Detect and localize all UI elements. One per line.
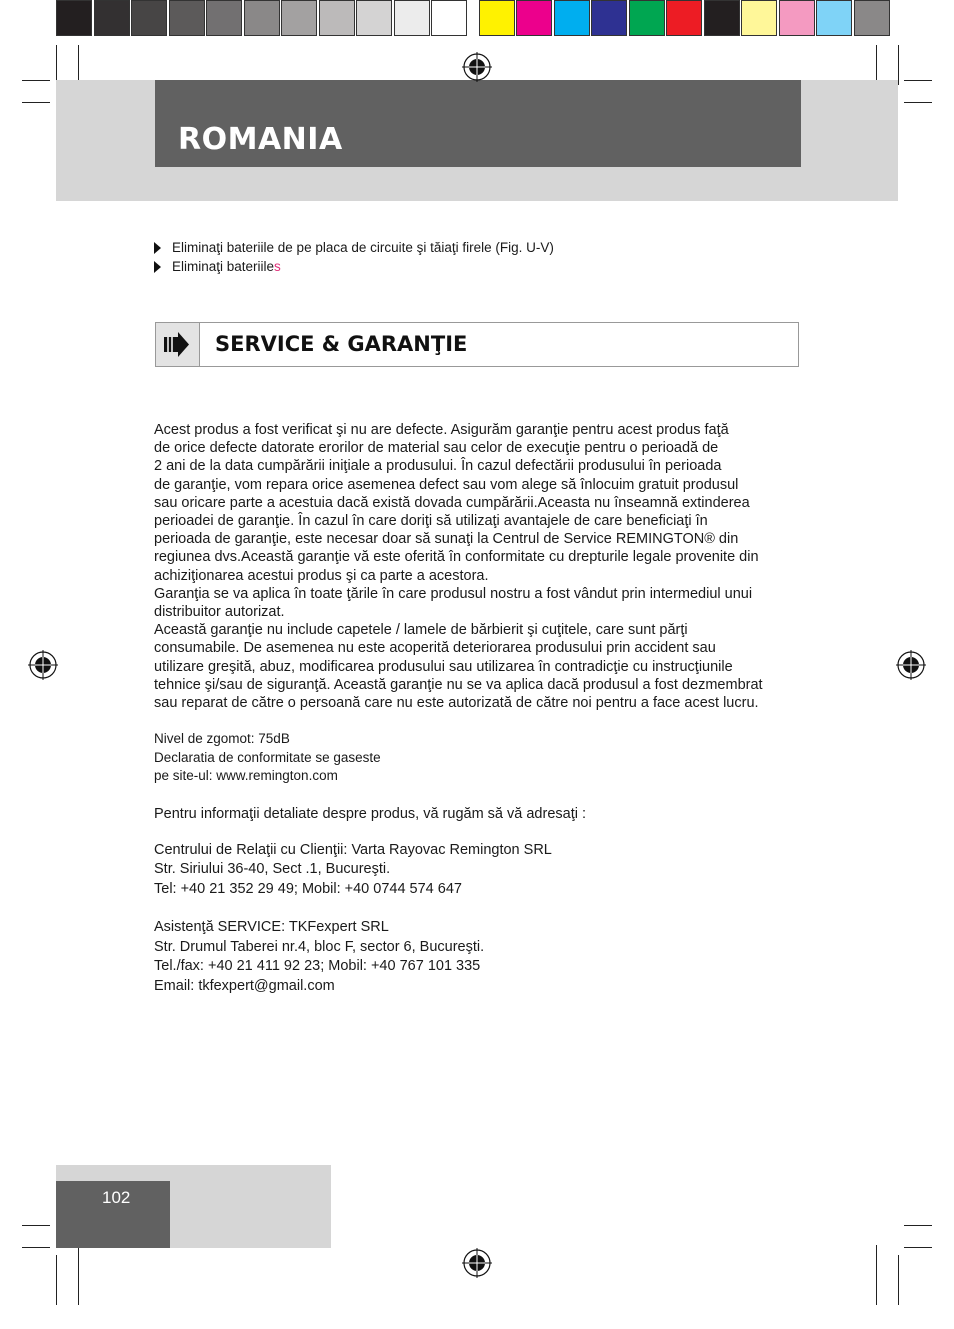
- triangle-bullet-icon: [154, 261, 161, 273]
- color-swatch: [704, 0, 740, 36]
- triangle-bullet-icon: [154, 242, 161, 254]
- color-swatch: [356, 0, 392, 36]
- color-bar-gap: [469, 0, 479, 38]
- crop-mark: [56, 45, 57, 85]
- service-contact: Asistenţă SERVICE: TKFexpert SRL Str. Drumul Taberei nr.4, bloc F, sector 6, Bucureşti. Tel./fax: +40 21 411 92 23; Mobil: +40 767 101 335 Email: tkfexpert@gmail.com: [154, 919, 485, 994]
- list-item: [154, 257, 554, 276]
- color-swatch: [516, 0, 552, 36]
- color-swatch: [666, 0, 702, 36]
- color-swatch: [741, 0, 777, 36]
- crop-mark: [904, 1247, 932, 1248]
- page-title: ROMANIA: [178, 122, 343, 157]
- section-title: SERVICE & GARANŢIE: [215, 332, 468, 356]
- registration-mark-icon: [896, 650, 926, 680]
- bullet-text: Eliminaţi bateriile: [172, 259, 275, 274]
- crop-mark: [898, 45, 899, 85]
- color-swatch: [554, 0, 590, 36]
- body-text: [154, 421, 804, 996]
- color-swatch: [244, 0, 280, 36]
- color-swatch: [394, 0, 430, 36]
- color-swatch: [779, 0, 815, 36]
- color-swatch: [169, 0, 205, 36]
- color-swatch: [854, 0, 890, 36]
- color-swatch: [281, 0, 317, 36]
- list-item: [154, 238, 554, 257]
- registration-mark-icon: [28, 650, 58, 680]
- printer-color-bar: [56, 0, 898, 38]
- bullet-text: Eliminaţi bateriile de pe placa de circuite şi tăiaţi firele (Fig. U-V): [172, 240, 554, 255]
- section-icon-cell: [156, 323, 200, 366]
- color-swatch: [816, 0, 852, 36]
- color-swatch: [56, 0, 92, 36]
- crop-mark: [904, 102, 932, 103]
- crop-mark: [876, 45, 877, 85]
- registration-mark-icon: [462, 1248, 492, 1278]
- bullet-list: [154, 238, 554, 276]
- color-swatch: [131, 0, 167, 36]
- crop-mark: [22, 1225, 50, 1226]
- noise-paragraph: Nivel de zgomot: 75dB Declaratia de conformitate se gaseste pe site-ul: www.remington.com: [154, 731, 381, 784]
- crop-mark: [22, 102, 50, 103]
- crop-mark: [904, 1225, 932, 1226]
- color-swatch: [206, 0, 242, 36]
- bullet-suffix: s: [274, 259, 281, 274]
- crop-mark: [78, 45, 79, 85]
- color-swatch: [629, 0, 665, 36]
- crop-mark: [904, 80, 932, 81]
- customer-relations-contact: Centrului de Relaţii cu Clienţii: Varta Rayovac Remington SRL Str. Siriului 36-40, Sect .1, Bucureşti. Tel: +40 21 352 29 49; Mobil: +40 0744 574 647: [154, 841, 552, 897]
- crop-mark: [22, 80, 50, 81]
- crop-mark: [898, 1255, 899, 1305]
- crop-mark: [56, 1255, 57, 1305]
- color-swatch: [319, 0, 355, 36]
- page-number: 102: [102, 1188, 131, 1207]
- crop-mark: [78, 1245, 79, 1305]
- color-swatch: [94, 0, 130, 36]
- color-swatch: [431, 0, 467, 36]
- crop-mark: [22, 1247, 50, 1248]
- registration-mark-icon: [462, 52, 492, 82]
- color-swatch: [479, 0, 515, 36]
- arrow-right-icon: [156, 323, 199, 366]
- crop-mark: [876, 1245, 877, 1305]
- info-paragraph: Pentru informaţii detaliate despre produs, vă rugăm să vă adresaţi :: [154, 805, 587, 822]
- color-swatch: [591, 0, 627, 36]
- warranty-paragraph: Acest produs a fost verificat şi nu are defecte. Asigurăm garanţie pentru acest produs faţă de orice defecte datorate erorilor de material sau celor de execuţie pentru o perioadă de 2 ani de la data cumpărării iniţiale a produsului. În cazul defectării produsului în perioada de garanţie, vom repara orice asemenea defect sau vom alege să înlocuim gratuit produsul sau oricare parte a acestuia dacă există dovada cumpărării.Aceasta nu înseamnă extinderea perioadei de garanţie. În cazul în care doriţi să utilizaţi avantajele de care beneficiaţi în perioada de garanţie, este necesar doar să sunaţi la Centrul de Service REMINGTON® din regiunea dvs.Această garanţie vă este oferită în conformitate cu drepturile legale provenite din achiziţionarea acestui produs şi ca parte a acestora. Garanţia se va aplica în toate ţările în care produsul nostru a fost vândut prin intermediul unui distribuitor autorizat. Această garanţie nu include capetele / lamele de bărbierit şi cuţitele, care sunt părţi consumabile. De asemenea nu este acoperită deteriorarea produsului prin accident sau utilizare greşită, abuz, modificarea produsului sau utilizarea în contradicţie cu instrucţiunile tehnice şi/sau de siguranţă. Această garanţie nu se va aplica dacă produsul a fost dezmembrat sau reparat de către o persoană care nu este autorizată de către noi pentru a face acest lucru.: [154, 422, 763, 712]
- section-header: [155, 322, 799, 367]
